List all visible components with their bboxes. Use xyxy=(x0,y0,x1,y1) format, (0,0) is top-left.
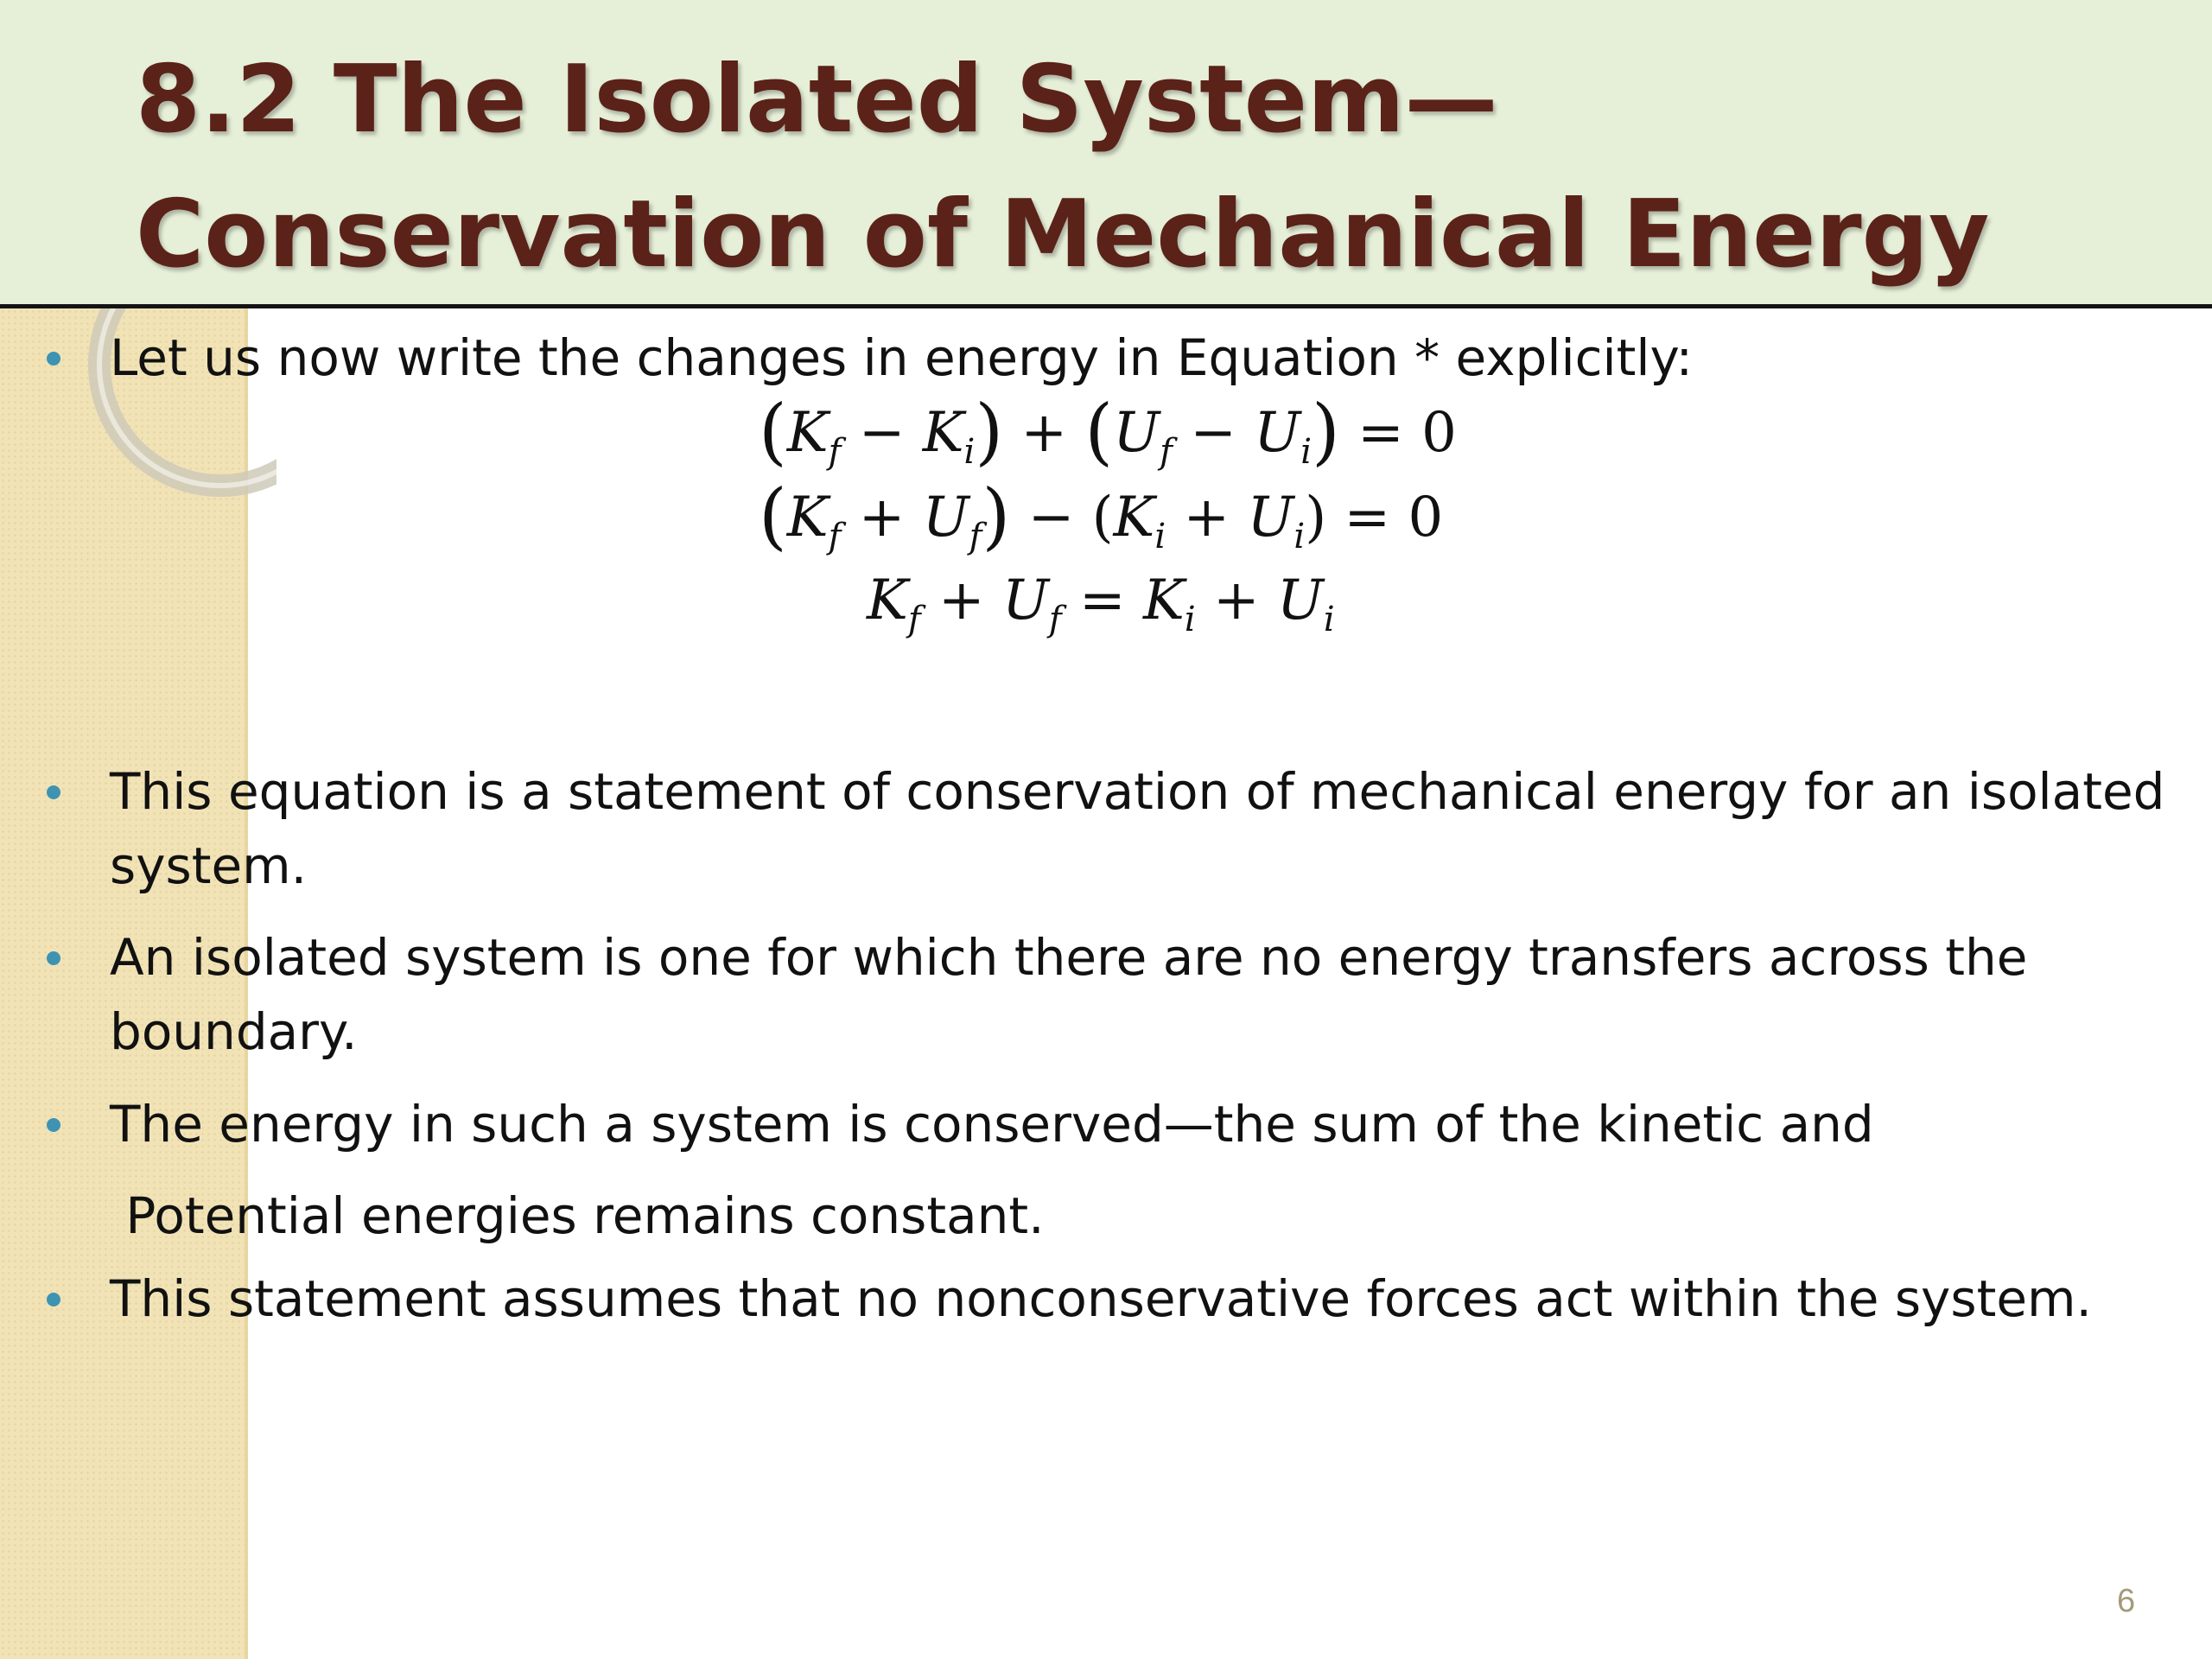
equation-1: $(K_f - K_i) + (U_f - U_i) = 0$ xyxy=(759,389,1457,474)
bullet-marker xyxy=(47,785,60,799)
bullet-marker xyxy=(47,352,60,365)
slide-title xyxy=(136,33,1989,302)
bullet-marker xyxy=(47,1118,60,1132)
bullet-2-line-1: This equation is a statement of conservation of mechanical energy for an isolated xyxy=(110,762,2165,821)
bullet-marker xyxy=(47,1293,60,1306)
bullet-1-line-1: Let us now write the changes in energy in Equation * explicitly: xyxy=(110,328,1694,387)
bullet-5-line-1: This statement assumes that no nonconservative forces act within the system. xyxy=(110,1269,2092,1328)
title-line-2: Conservation of Mechanical Energy xyxy=(136,181,1990,289)
slide-header xyxy=(0,0,2212,308)
slide-body xyxy=(0,308,2212,1659)
bullet-marker xyxy=(47,951,60,965)
bullet-4-line-2: Potential energies remains constant. xyxy=(110,1186,1045,1245)
bullet-2-line-2: system. xyxy=(110,836,308,895)
bullet-3-line-2: boundary. xyxy=(110,1002,358,1061)
page-number: 6 xyxy=(2117,1583,2136,1619)
equation-3: $K_f + U_f = K_i + U_i$ xyxy=(867,569,1335,639)
bullet-4-line-1: The energy in such a system is conserved—the sum of the kinetic and xyxy=(110,1095,1874,1154)
bullet-3-line-1: An isolated system is one for which there are no energy transfers across the xyxy=(110,928,2028,987)
equation-2: $(K_f + U_f) - (K_i + U_i) = 0$ xyxy=(759,474,1444,558)
title-line-1: 8.2 The Isolated System— xyxy=(136,46,1498,154)
